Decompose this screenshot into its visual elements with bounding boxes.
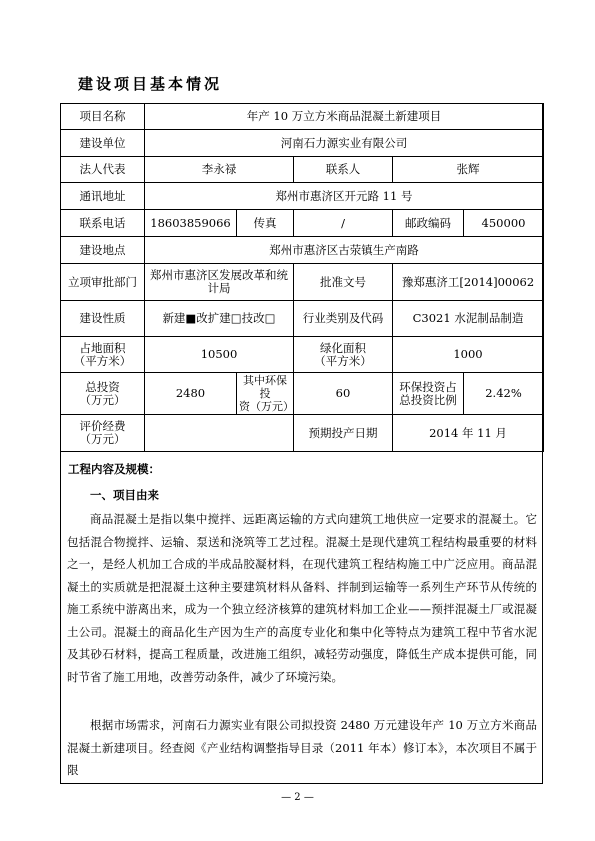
total-invest-value: 2480 [145,373,237,415]
env-ratio-label-line2: 总投资比例 [399,392,457,407]
env-ratio-label [393,373,464,415]
table-row [61,183,544,210]
approval-dept-value: 郑州市惠济区发展改革和统计局 [145,264,294,301]
table-row [61,157,544,183]
unit-label: 建设单位 [61,130,145,157]
table-row [61,415,544,452]
industry-label: 行业类别及代码 [294,301,393,337]
sub-heading: 一、项目由来 [90,488,159,502]
green-area-label [294,337,393,373]
land-area-label-line1: 占地面积 [79,340,126,355]
address-label: 通讯地址 [61,183,145,210]
section-heading: 工程内容及规模： [68,462,160,476]
fax-value: / [294,210,393,237]
land-area-value: 10500 [145,337,294,373]
env-invest-value: 60 [294,373,393,415]
unit-value: 河南石力源实业有限公司 [145,130,544,157]
contact-value: 张辉 [393,157,544,183]
table-row [61,301,544,337]
env-invest-label-line2: 资（万元） [239,400,294,413]
contact-label: 联系人 [294,157,393,183]
total-invest-label-line2: （万元） [79,392,126,407]
env-ratio-label-line1: 环保投资占 [399,379,457,394]
approval-dept-label: 立项审批部门 [61,264,145,301]
address-value: 郑州市惠济区开元路 11 号 [145,183,544,210]
project-name-value: 年产 10 万立方米商品混凝土新建项目 [145,104,544,130]
env-invest-label-line1: 其中环保投 [243,374,287,400]
approval-no-value: 豫郑惠济工[2014]00062 [393,264,544,301]
table-row [61,210,544,237]
postcode-value: 450000 [464,210,544,237]
fax-label: 传真 [237,210,294,237]
total-invest-label-line1: 总投资 [85,379,120,394]
eval-fee-value [145,415,294,452]
land-area-label [61,337,145,373]
table-row [61,373,544,415]
table-row [61,130,544,157]
table-row [61,337,544,373]
total-invest-label [61,373,145,415]
land-area-label-line2: （平方米） [73,353,132,368]
industry-value: C3021 水泥制品制造 [393,301,544,337]
table-row [61,237,544,264]
page-title: 建设项目基本情况 [78,75,223,93]
postcode-label: 邮政编码 [393,210,464,237]
start-date-label: 预期投产日期 [294,415,393,452]
nature-value: 新建■改扩建□技改□ [145,301,294,337]
table-row [61,104,544,130]
nature-label: 建设性质 [61,301,145,337]
phone-label: 联系电话 [61,210,145,237]
green-area-value: 1000 [393,337,544,373]
green-area-label-line1: 绿化面积 [320,340,366,355]
green-area-label-line2: （平方米） [314,353,372,368]
project-info-table [60,103,544,452]
start-date-value: 2014 年 11 月 [393,415,544,452]
eval-fee-label [61,415,145,452]
paragraph-background: 商品混凝土是指以集中搅拌、远距离运输的方式向建筑工地供应一定要求的混凝土。它包括混合物搅拌、运输、泵送和浇筑等工艺过程。混凝土是现代建筑工程结构最重要的材料之一，是经人机加工合成的半成品胶凝材料，在现代建筑工程结构施工中广泛应用。商品混凝土的实质就是把混凝土这种主要建筑材料从备料、拌制到运输等一系列生产环节从传统的施工系统中游离出来，成为一个独立经济核算的建筑材料加工企业——预拌混凝土厂或混凝土公司。混凝土的商品化生产因为生产的高度专业化和集中化等特点为建筑工程中节省水泥及其砂石材料，提高工程质量，改进施工组织，减轻劳动强度，降低生产成本提供可能，同时节省了施工用地，改善劳动条件，减少了环境污染。 [67,512,537,684]
legal-rep-value: 李永禄 [145,157,294,183]
project-name-label: 项目名称 [61,104,145,130]
location-value: 郑州市惠济区古荥镇生产南路 [145,237,544,264]
table-row [61,264,544,301]
approval-no-label: 批准文号 [294,264,393,301]
paragraph-market: 根据市场需求，河南石力源实业有限公司拟投资 2480 万元建设年产 10 万立方米商品混凝土新建项目。经查阅《产业结构调整指导目录（2011 年本）修订本》，本次项目不属于限 [67,718,537,777]
env-invest-label [237,373,294,415]
phone-value: 18603859066 [145,210,237,237]
eval-fee-label-line1: 评价经费 [79,419,126,433]
env-ratio-value: 2.42% [464,373,544,415]
location-label: 建设地点 [61,237,145,264]
eval-fee-label-line2: （万元） [79,432,126,446]
page-number: — 2 — [281,792,314,803]
legal-rep-label: 法人代表 [61,157,145,183]
